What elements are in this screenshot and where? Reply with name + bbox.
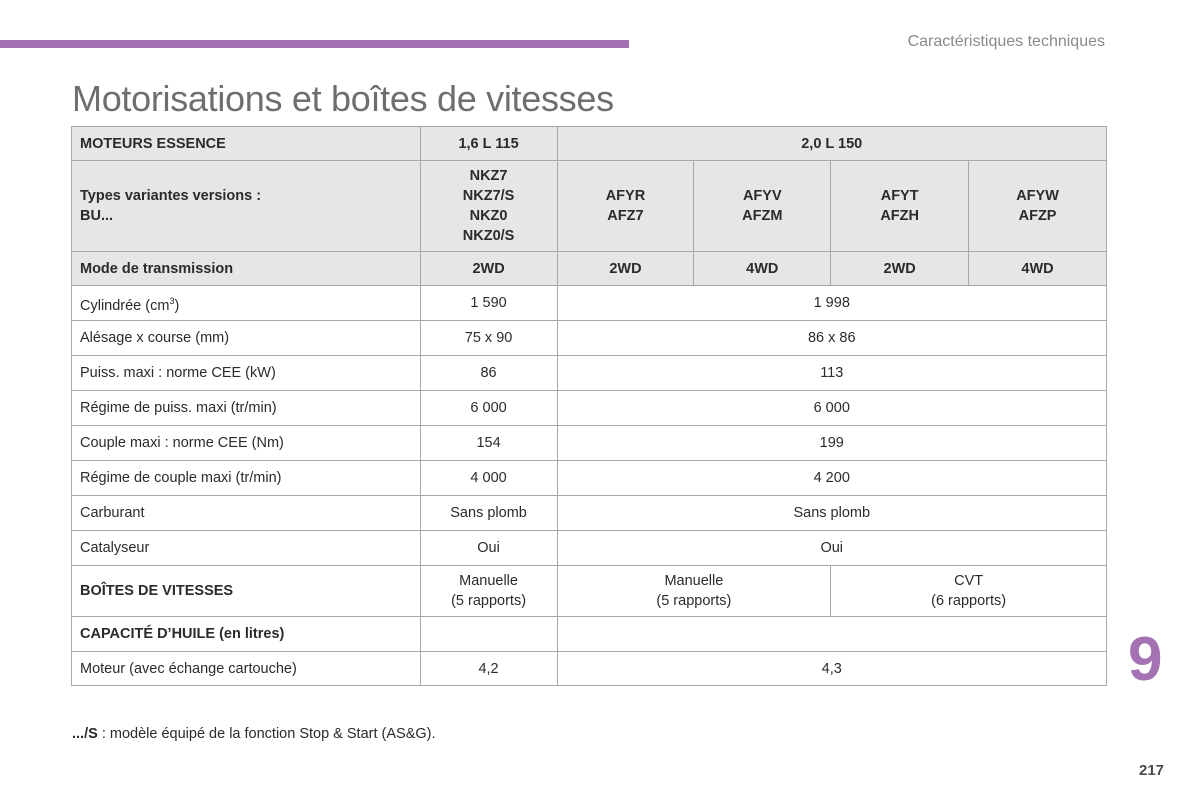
page-title: Motorisations et boîtes de vitesses (72, 78, 614, 119)
oil-capacity-header-row (72, 617, 1107, 652)
spec-value-engine-2: 199 (557, 426, 1107, 461)
type-code: NKZ0/S (462, 228, 515, 244)
oil-capacity-row (72, 652, 1107, 686)
footnote-text: : modèle équipé de la fonction Stop & Start (AS&G). (97, 726, 436, 742)
spec-value-engine-1: 1 590 (420, 286, 557, 321)
gearbox-cell-3 (831, 566, 1107, 617)
type-code: AFYR (605, 188, 646, 204)
spec-value-engine-1: Sans plomb (420, 496, 557, 531)
types-label-line2: BU... (80, 208, 114, 224)
footnote-marker: .../S (72, 726, 98, 742)
transmission-value: 4WD (694, 252, 831, 286)
gearbox-label: BOÎTES DE VITESSES (72, 566, 421, 617)
engine-spec-table (71, 126, 1107, 686)
type-code: AFZM (742, 208, 783, 224)
gearbox-cell-1 (420, 566, 557, 617)
types-cell-2 (557, 161, 694, 252)
spec-label: Carburant (72, 496, 421, 531)
spec-value-engine-1: 4 000 (420, 461, 557, 496)
spec-value-engine-1: 154 (420, 426, 557, 461)
header-engine-2: 2,0 L 150 (557, 127, 1107, 161)
type-code: NKZ0 (469, 208, 508, 224)
spec-label-text: Cylindrée (cm (80, 297, 170, 314)
spec-value-engine-1: Oui (420, 531, 557, 566)
spec-label: Puiss. maxi : norme CEE (kW) (72, 356, 421, 391)
spec-row (72, 496, 1107, 531)
spec-value-engine-2: Sans plomb (557, 496, 1107, 531)
transmission-value: 2WD (557, 252, 694, 286)
types-cell-3 (694, 161, 831, 252)
spec-row (72, 321, 1107, 356)
type-code: NKZ7/S (462, 188, 515, 204)
header-label: MOTEURS ESSENCE (72, 127, 421, 161)
oil-sub-label: Moteur (avec échange cartouche) (72, 652, 421, 686)
spec-row (72, 461, 1107, 496)
type-code: AFYV (742, 188, 782, 204)
page-number: 217 (1139, 762, 1165, 779)
spec-value-engine-1: 86 (420, 356, 557, 391)
type-code: AFZH (880, 208, 919, 224)
section-header: Caractéristiques techniques (907, 33, 1105, 50)
type-code: AFYT (880, 188, 919, 204)
type-code: NKZ7 (469, 168, 508, 184)
type-code: AFZ7 (607, 208, 644, 224)
gearbox-ratios: (5 rapports) (451, 593, 527, 609)
transmission-row (72, 252, 1107, 286)
spec-label: Régime de couple maxi (tr/min) (72, 461, 421, 496)
transmission-label: Mode de transmission (72, 252, 421, 286)
oil-empty-cell (420, 617, 557, 652)
spec-value-engine-2: 1 998 (557, 286, 1107, 321)
spec-value-engine-1: 75 x 90 (420, 321, 557, 356)
spec-label-superscript: 3 (169, 295, 175, 306)
spec-label: Alésage x course (mm) (72, 321, 421, 356)
oil-empty-cell (557, 617, 1107, 652)
spec-label-suffix: ) (174, 297, 180, 314)
spec-value-engine-2: Oui (557, 531, 1107, 566)
transmission-value: 2WD (831, 252, 969, 286)
spec-row (72, 356, 1107, 391)
type-code: AFYW (1016, 188, 1059, 204)
chapter-number: 9 (1128, 625, 1163, 694)
spec-value-engine-2: 113 (557, 356, 1107, 391)
gearbox-cell-2 (557, 566, 831, 617)
gearbox-ratios: (6 rapports) (931, 593, 1007, 609)
spec-label (72, 286, 421, 321)
transmission-value: 4WD (969, 252, 1107, 286)
table-header-row (72, 127, 1107, 161)
types-cell-5 (969, 161, 1107, 252)
spec-row (72, 391, 1107, 426)
spec-value-engine-2: 6 000 (557, 391, 1107, 426)
accent-bar (0, 40, 629, 48)
spec-row (72, 286, 1107, 321)
spec-row (72, 531, 1107, 566)
spec-value-engine-2: 4 200 (557, 461, 1107, 496)
transmission-value: 2WD (420, 252, 557, 286)
footnote (72, 726, 436, 742)
oil-capacity-label: CAPACITÉ D’HUILE (en litres) (72, 617, 421, 652)
header-engine-1: 1,6 L 115 (420, 127, 557, 161)
gearbox-ratios: (5 rapports) (656, 593, 732, 609)
types-label-line1: Types variantes versions : (80, 188, 262, 204)
type-code: AFZP (1018, 208, 1057, 224)
types-cell-1 (420, 161, 557, 252)
types-cell-4 (831, 161, 969, 252)
gearbox-row (72, 566, 1107, 617)
oil-value-engine-2: 4,3 (557, 652, 1107, 686)
spec-row (72, 426, 1107, 461)
types-label (72, 161, 421, 252)
spec-value-engine-2: 86 x 86 (557, 321, 1107, 356)
oil-value-engine-1: 4,2 (420, 652, 557, 686)
gearbox-type: CVT (954, 573, 984, 589)
gearbox-type: Manuelle (459, 573, 518, 589)
spec-value-engine-1: 6 000 (420, 391, 557, 426)
spec-label: Régime de puiss. maxi (tr/min) (72, 391, 421, 426)
types-row (72, 161, 1107, 252)
gearbox-type: Manuelle (664, 573, 724, 589)
spec-label: Couple maxi : norme CEE (Nm) (72, 426, 421, 461)
spec-label: Catalyseur (72, 531, 421, 566)
